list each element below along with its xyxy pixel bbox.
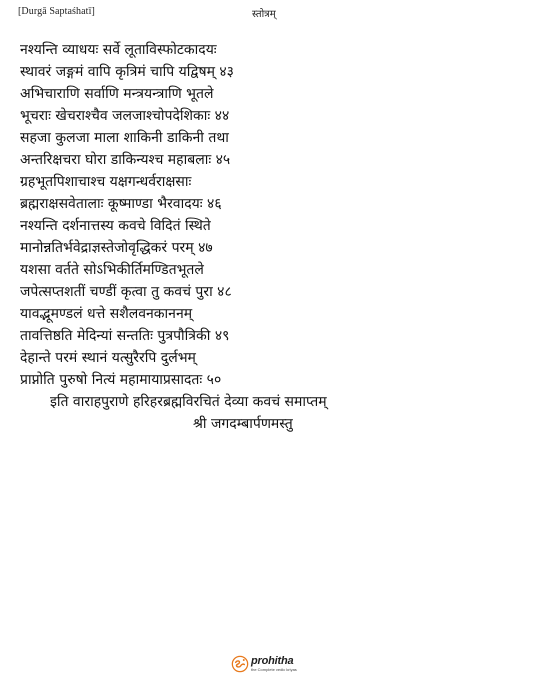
dedication-line: श्री जगदम्बार्पणमस्तु [193, 416, 293, 432]
verse-line: भूचराः खेचराश्चैव जलजाश्चोपदेशिकाः ४४ [20, 108, 230, 124]
verse-line: ब्रह्मराक्षसवेतालाः कूष्माण्डा भैरवादयः ४६ [20, 196, 222, 212]
logo-name: prohitha [251, 655, 294, 667]
verse-line: यशसा वर्तते सोऽभिकीर्तिमण्डितभूतले [20, 262, 204, 278]
page-header-title: स्तोत्रम् [252, 9, 276, 20]
verse-line: सहजा कुलजा माला शाकिनी डाकिनी तथा [20, 130, 229, 146]
verse-line: नश्यन्ति दर्शनात्तस्य कवचे विदितं स्थिते [20, 218, 211, 234]
om-icon [231, 655, 249, 673]
verse-line: देहान्ते परमं स्थानं यत्सुरैरपि दुर्लभम् [20, 350, 196, 366]
verse-line: स्थावरं जङ्गमं वापि कृत्रिमं चापि यद्विषम् ४३ [20, 64, 234, 80]
verse-line: यावद्भूमण्डलं धत्ते सशैलवनकाननम् [20, 306, 193, 322]
verse-line: जपेत्सप्तशतीं चण्डीं कृत्वा तु कवचं पुरा ४८ [20, 284, 232, 300]
verse-line: तावत्तिष्ठति मेदिन्यां सन्ततिः पुत्रपौत्रिकी ४९ [20, 328, 230, 344]
verse-line: अन्तरिक्षचरा घोरा डाकिन्यश्च महाबलाः ४५ [20, 152, 231, 168]
verse-line: नश्यन्ति व्याधयः सर्वे लूताविस्फोटकादयः [20, 42, 217, 58]
logo-tagline: the Complete vedic kriyas [251, 667, 297, 672]
verse-line: मानोन्नतिर्भवेद्राज्ञस्तेजोवृद्धिकरं परम् ४७ [20, 240, 213, 256]
prohitha-logo [231, 652, 297, 676]
page-header-source: [Durgā Saptaśhatī] [18, 6, 95, 17]
colophon-line: इति वाराहपुराणे हरिहरब्रह्मविरचितं देव्या कवचं समाप्तम् [50, 394, 327, 410]
verse-line: ग्रहभूतपिशाचाश्च यक्षगन्धर्वराक्षसाः [20, 174, 192, 190]
verse-line: अभिचाराणि सर्वाणि मन्त्रयन्त्राणि भूतले [20, 86, 214, 102]
verse-line: प्राप्नोति पुरुषो नित्यं महामायाप्रसादतः ५० [20, 372, 222, 388]
